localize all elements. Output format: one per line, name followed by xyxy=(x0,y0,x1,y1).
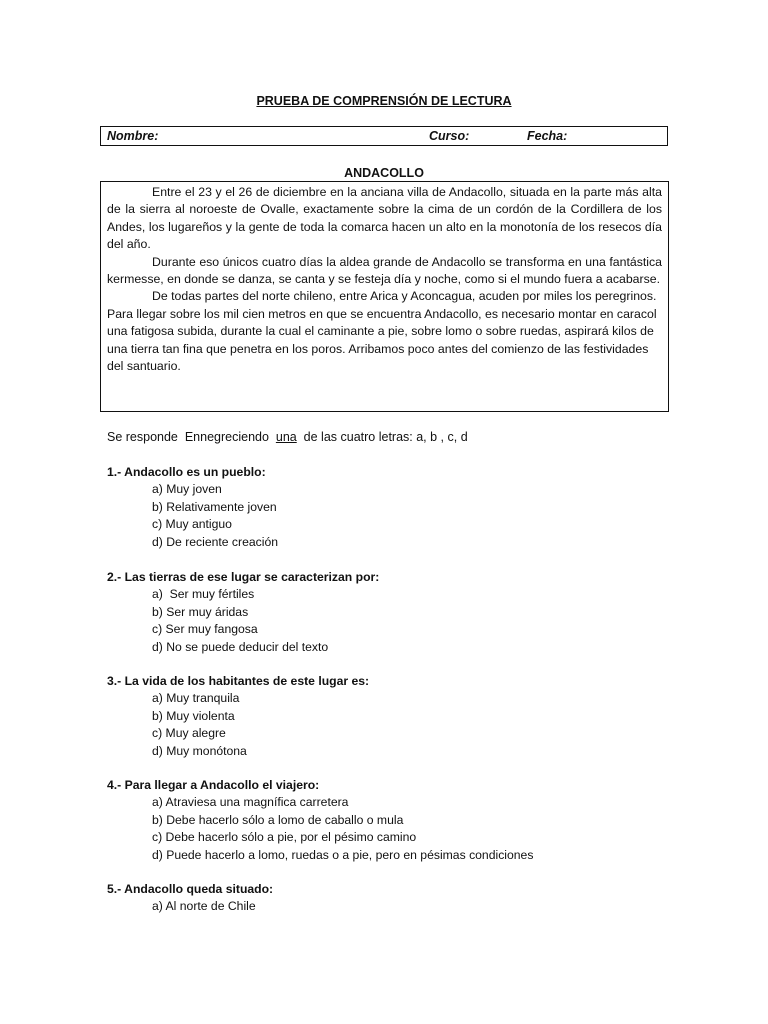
option-b[interactable]: b) Relativamente joven xyxy=(152,499,277,514)
student-info-box xyxy=(100,126,668,146)
story-paragraph-3: De todas partes del norte chileno, entre Arica y Aconcagua, acuden por miles los peregrinos. Para llegar sobre los mil cien metros en que se encuentra Andacollo, es necesario montar en caracol una fatigosa subida, durante la cual el caminante a pie, sobre lomo o sobre ruedas, aspirará kilos de una tierra tan fina que penetra en los poros. Arribamos poco antes del comienzo de las festividades del santuario. xyxy=(107,289,657,374)
option-c[interactable]: c) Ser muy fangosa xyxy=(152,622,258,637)
question-text: 4.- Para llegar a Andacollo el viajero: xyxy=(107,778,320,792)
question-1 xyxy=(107,464,278,551)
page-title: PRUEBA DE COMPRENSIÓN DE LECTURA xyxy=(256,94,512,108)
option-c[interactable]: c) Muy alegre xyxy=(152,726,226,741)
instructions xyxy=(107,430,468,444)
option-a[interactable]: a) Al norte de Chile xyxy=(152,899,256,914)
instructions-underlined: una xyxy=(275,430,297,444)
question-3 xyxy=(107,673,369,760)
question-text: 3.- La vida de los habitantes de este lugar es: xyxy=(107,674,370,688)
question-text: 1.- Andacollo es un pueblo: xyxy=(107,465,266,479)
option-a[interactable]: a) Ser muy fértiles xyxy=(152,587,255,602)
option-c[interactable]: c) Debe hacerlo sólo a pie, por el pésimo camino xyxy=(152,830,417,845)
option-d[interactable]: d) De reciente creación xyxy=(152,534,278,549)
story-paragraph-2: Durante eso únicos cuatro días la aldea grande de Andacollo se transforma en una fantástica kermesse, en donde se danza, se canta y se festeja día y noche, como si el mundo fuera a acabarse. xyxy=(107,254,662,287)
option-d[interactable]: d) Muy monótona xyxy=(152,743,247,758)
question-2 xyxy=(107,569,379,656)
question-text: 5.- Andacollo queda situado: xyxy=(107,882,274,896)
option-b[interactable]: b) Muy violenta xyxy=(152,708,235,723)
question-text: 2.- Las tierras de ese lugar se caracterizan por: xyxy=(107,570,380,584)
option-d[interactable]: d) Puede hacerlo a lomo, ruedas o a pie, pero en pésimas condiciones xyxy=(152,847,534,862)
option-c[interactable]: c) Muy antiguo xyxy=(152,517,232,532)
question-5 xyxy=(107,881,273,916)
option-d[interactable]: d) No se puede deducir del texto xyxy=(152,639,329,654)
option-b[interactable]: b) Debe hacerlo sólo a lomo de caballo o mula xyxy=(152,812,404,827)
option-a[interactable]: a) Muy joven xyxy=(152,482,222,497)
story-paragraph-1: Entre el 23 y el 26 de diciembre en la anciana villa de Andacollo, situada en la parte más alta de la sierra al noroeste de Ovalle, exactamente sobre la cima de un cordón de la Cordillera de los Andes, los lugareños y la gente de toda la comarca hacen un alto en la monotonía de los resecos día del año. xyxy=(107,185,662,252)
option-a[interactable]: a) Atraviesa una magnífica carretera xyxy=(152,795,349,810)
story-title: ANDACOLLO xyxy=(344,166,424,180)
instructions-after: de las cuatro letras: a, b , c, d xyxy=(296,430,468,444)
name-label: Nombre: xyxy=(107,129,159,143)
story-text-box xyxy=(100,181,669,412)
option-b[interactable]: b) Ser muy áridas xyxy=(152,604,249,619)
date-label: Fecha: xyxy=(527,129,568,143)
course-label: Curso: xyxy=(429,129,470,143)
question-4 xyxy=(107,777,533,864)
instructions-before: Se responde Ennegreciendo xyxy=(107,430,276,444)
option-a[interactable]: a) Muy tranquila xyxy=(152,691,240,706)
